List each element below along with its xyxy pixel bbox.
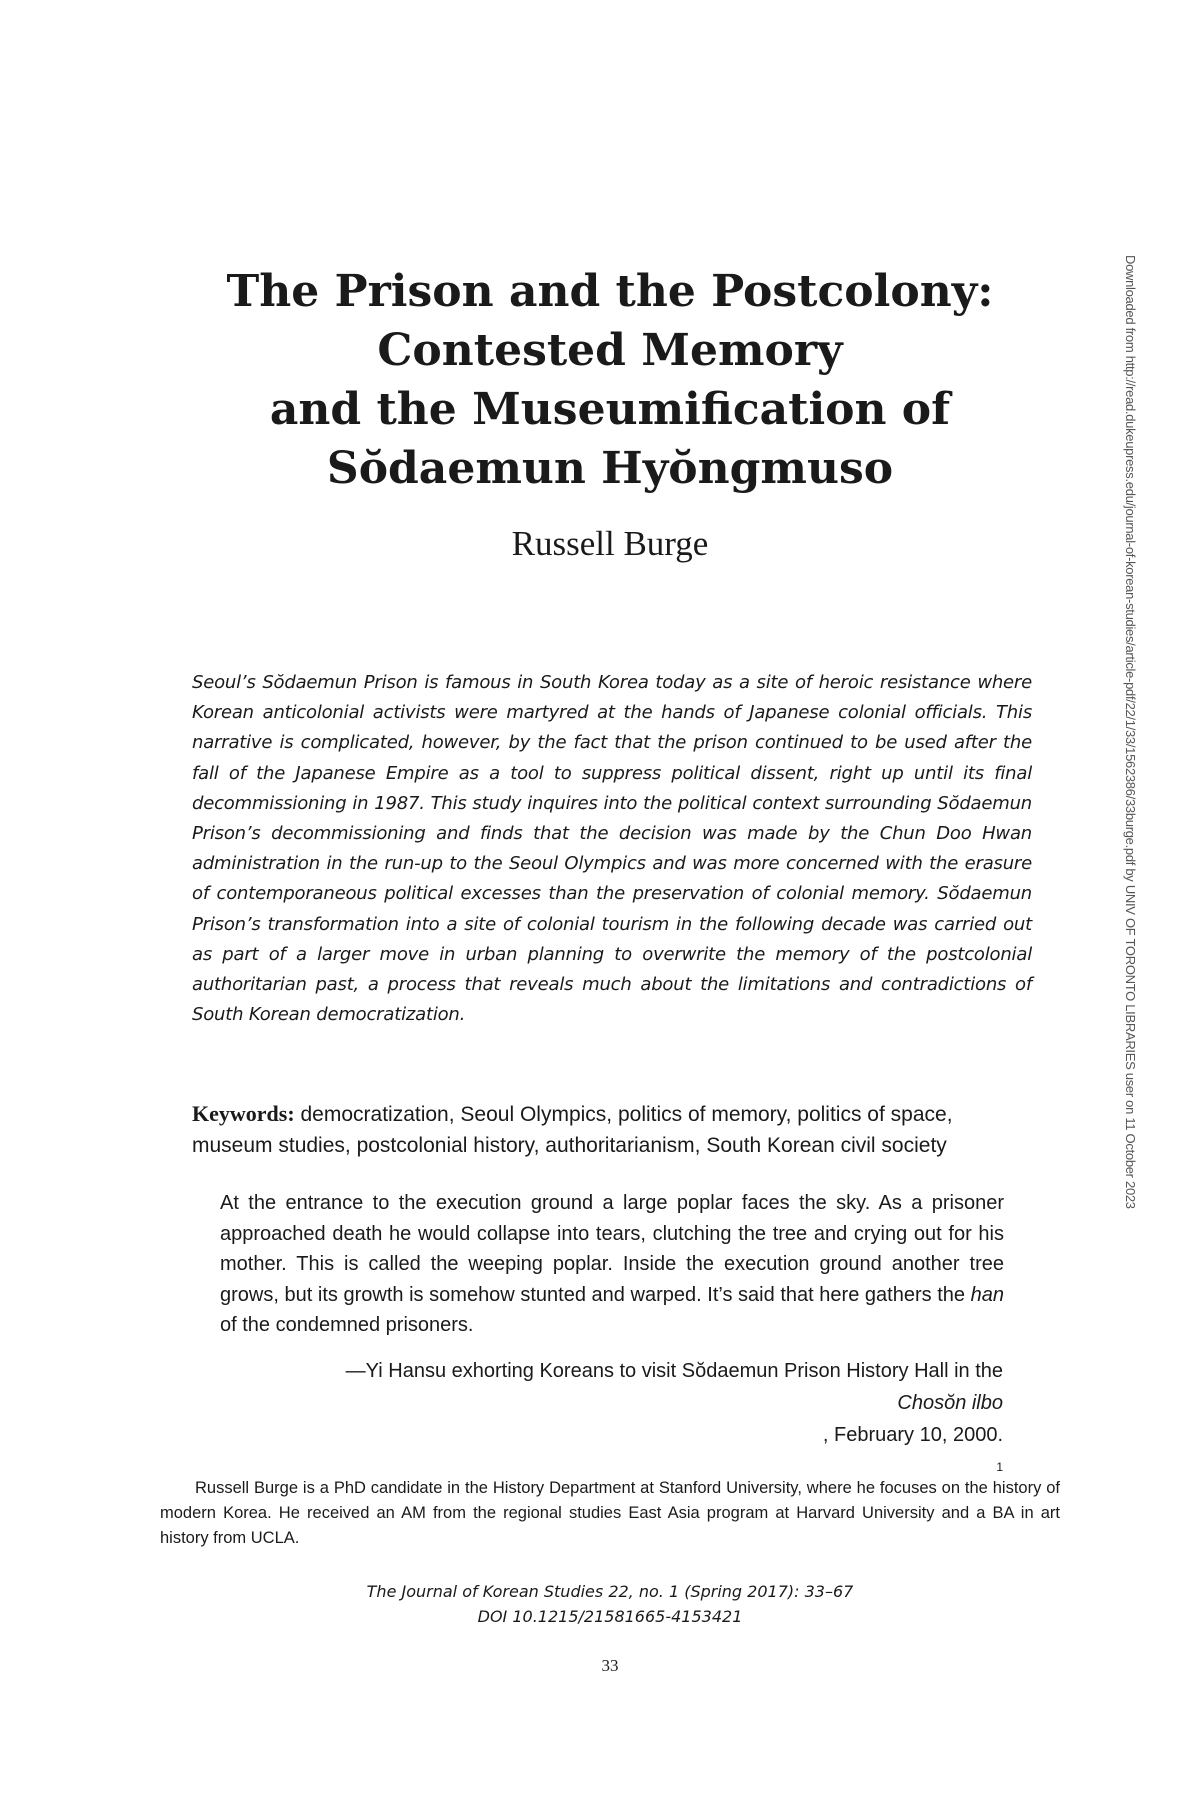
author-name: Russell Burge — [511, 524, 709, 563]
title-line: and the Museumification of — [269, 384, 951, 435]
author-bio: Russell Burge is a PhD candidate in the History Department at Stanford University, where he focuses on the history of modern Korea. He received an AM from the regional studies East Asia program at Harvard University and a BA in art history from UCLA. — [160, 1479, 1060, 1547]
attribution-source: Chosŏn ilbo — [897, 1392, 1003, 1414]
epigraph-text-end: of the condemned prisoners. — [220, 1314, 474, 1337]
doi: DOI 10.1215/21581665-4153421 — [477, 1607, 743, 1626]
attribution-date: , February 10, 2000. — [822, 1424, 1003, 1446]
journal-citation — [180, 1579, 1040, 1629]
epigraph-quote — [220, 1188, 1004, 1341]
title-line: Sŏdaemun Hyŏngmuso — [326, 443, 894, 494]
attribution-source-line — [220, 1387, 1003, 1489]
keywords-label: Keywords: — [192, 1101, 295, 1126]
epigraph-text: At the entrance to the execution ground a large poplar faces the sky. As a prisoner approached death he would collapse into tears, clutching the tree and crying out for his mother. This is called the weeping poplar. Inside the execution ground another tree grows, but its growth is somehow stunted and warped. It’s said that here gathers the — [220, 1192, 1004, 1306]
title-line: The Prison and the Postcolony: — [226, 266, 994, 317]
page-number: 33 — [601, 1656, 619, 1675]
article-title — [180, 262, 1040, 498]
footnote-marker: 1 — [996, 1460, 1003, 1474]
attribution-line: —Yi Hansu exhorting Koreans to visit Sŏdaemun Prison History Hall in the — [345, 1360, 1003, 1382]
abstract: Seoul’s Sŏdaemun Prison is famous in South Korea today as a site of heroic resistance where Korean anticolonial activists were martyred at the hands of Japanese colonial officials. This narrative is complicated, however, by the fact that the prison continued to be used after the fall of the Japanese Empire as a tool to suppress political dissent, right up until its final decommissioning in 1987. This study inquires into the political context surrounding Sŏdaemun Prison’s decommissioning and finds that the decision was made by the Chun Doo Hwan administration in the run-up to the Seoul Olympics and was more concerned with the erasure of contemporaneous political excesses than the preservation of colonial memory. Sŏdaemun Prison’s transformation into a site of colonial tourism in the following decade was carried out as part of a larger move in urban planning to overwrite the memory of the postcolonial authoritarian past, a process that reveals much about the limitations and contradictions of South Korean democratization. — [192, 672, 1032, 1026]
title-line: Contested Memory — [377, 325, 843, 376]
keywords — [192, 1098, 1037, 1161]
epigraph-attribution — [220, 1355, 1003, 1489]
epigraph-italic-term: han — [970, 1283, 1005, 1306]
journal-line: The Journal of Korean Studies 22, no. 1 (Spring 2017): 33–67 — [366, 1582, 854, 1601]
keywords-list: democratization, Seoul Olympics, politics of memory, politics of space, museum studies, postcolonial history, authoritarianism, South Korean civil society — [192, 1103, 953, 1157]
download-watermark: Downloaded from http://read.dukeupress.edu/journal-of-korean-studies/article-pdf/22/1/33/1562386/33burge.pdf by UNIV OF TORONTO LIBRARIES user on 11 October 2023 — [1123, 255, 1138, 1209]
